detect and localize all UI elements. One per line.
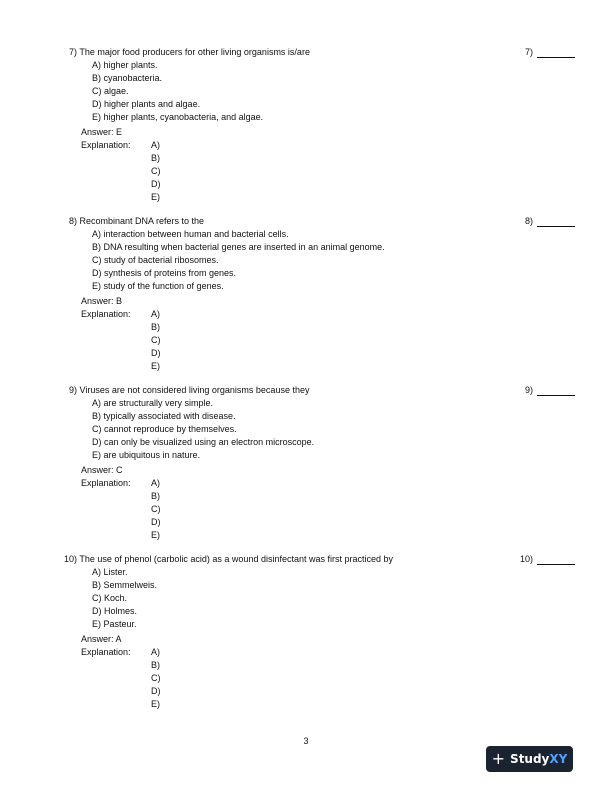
page-number: 3 (303, 736, 309, 746)
explanation-letter: B) (151, 153, 160, 163)
explanation-letter: C) (151, 166, 161, 176)
choice-a: A) higher plants. (92, 60, 158, 70)
explanation-letter: A) (151, 478, 160, 488)
studyxy-badge[interactable] (486, 746, 573, 772)
choice-c: C) study of bacterial ribosomes. (92, 255, 219, 265)
choice-b: B) DNA resulting when bacterial genes are inserted in an animal genome. (92, 242, 385, 252)
choice-b: B) Semmelweis. (92, 580, 158, 590)
explanation-letter: D) (151, 348, 161, 358)
choice-c: C) cannot reproduce by themselves. (92, 424, 237, 434)
question-stem: 9) Viruses are not considered living organisms because they (69, 385, 310, 395)
choice-e: E) higher plants, cyanobacteria, and algae. (92, 112, 264, 122)
explanation-letter: E) (151, 699, 160, 709)
explanation-label: Explanation: (81, 478, 131, 488)
explanation-label: Explanation: (81, 647, 131, 657)
choice-c: C) algae. (92, 86, 129, 96)
choice-a: A) interaction between human and bacterial cells. (92, 229, 289, 239)
answer-line: Answer: A (81, 634, 122, 644)
explanation-letter: C) (151, 673, 161, 683)
answer-blank-line (537, 395, 575, 396)
answer-line: Answer: E (81, 127, 123, 137)
answer-line: Answer: B (81, 296, 123, 306)
explanation-letter: D) (151, 686, 161, 696)
question-stem: 10) The use of phenol (carbolic acid) as a wound disinfectant was first practiced by (64, 554, 394, 564)
answer-blank-number: 10) (519, 554, 533, 564)
answer-line: Answer: C (81, 465, 123, 475)
choice-e: E) study of the function of genes. (92, 281, 224, 291)
explanation-letter: D) (151, 179, 161, 189)
badge-brand-accent: XY (549, 752, 568, 766)
question-stem: 8) Recombinant DNA refers to the (69, 216, 205, 226)
explanation-label: Explanation: (81, 309, 131, 319)
plus-icon: + (491, 749, 506, 768)
choice-a: A) Lister. (92, 567, 128, 577)
choice-a: A) are structurally very simple. (92, 398, 214, 408)
question-stem: 7) The major food producers for other living organisms is/are (69, 47, 310, 57)
answer-blank-number: 9) (524, 385, 533, 395)
explanation-label: Explanation: (81, 140, 131, 150)
answer-blank-line (537, 57, 575, 58)
explanation-letter: C) (151, 335, 161, 345)
explanation-letter: A) (151, 309, 160, 319)
explanation-letter: A) (151, 140, 160, 150)
choice-c: C) Koch. (92, 593, 128, 603)
choice-d: D) Holmes. (92, 606, 138, 616)
explanation-letter: B) (151, 322, 160, 332)
badge-brand (510, 753, 567, 765)
explanation-letter: D) (151, 517, 161, 527)
explanation-letter: E) (151, 192, 160, 202)
choice-d: D) higher plants and algae. (92, 99, 201, 109)
explanation-letter: B) (151, 660, 160, 670)
choice-b: B) typically associated with disease. (92, 411, 236, 421)
answer-blank-line (537, 564, 575, 565)
choice-e: E) are ubiquitous in nature. (92, 450, 201, 460)
choice-d: D) synthesis of proteins from genes. (92, 268, 237, 278)
choice-d: D) can only be visualized using an electron microscope. (92, 437, 315, 447)
explanation-letter: B) (151, 491, 160, 501)
explanation-letter: C) (151, 504, 161, 514)
choice-e: E) Pasteur. (92, 619, 137, 629)
explanation-letter: A) (151, 647, 160, 657)
answer-blank-number: 8) (524, 216, 533, 226)
explanation-letter: E) (151, 361, 160, 371)
answer-blank-line (537, 226, 575, 227)
explanation-letter: E) (151, 530, 160, 540)
badge-brand-main: Study (510, 752, 550, 766)
answer-blank-number: 7) (524, 47, 533, 57)
choice-b: B) cyanobacteria. (92, 73, 163, 83)
